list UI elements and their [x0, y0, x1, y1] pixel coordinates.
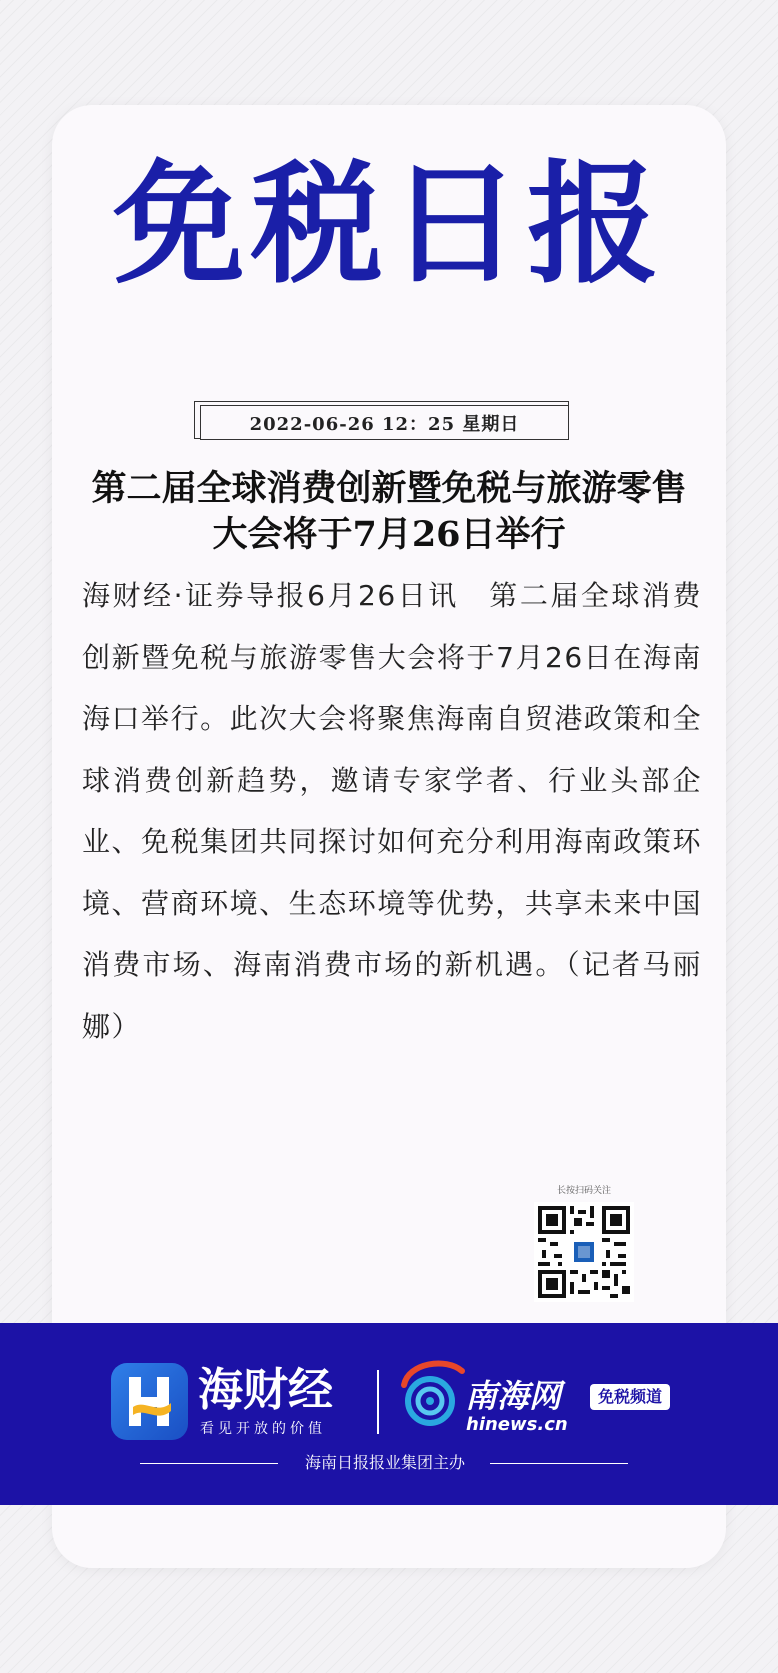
nanhai-name: 南海网 [465, 1377, 562, 1415]
headline-line-1: 第二届全球消费创新暨免税与旅游零售 [91, 468, 687, 509]
haicaijing-logo-icon [111, 1363, 188, 1440]
haicaijing-name: 海财经 [198, 1363, 334, 1416]
footer-divider-right [490, 1463, 628, 1464]
haicaijing-slogan: 看见开放的价值 [200, 1421, 326, 1437]
article-body: 海财经·证券导报6月26日讯 第二届全球消费创新暨免税与旅游零售大会将于7月26日在海南海口举行。此次大会将聚焦海南自贸港政策和全球消费创新趋势，邀请专家学者、行业头部企业、免税集团共同探讨如何充分利用海南政策环境、营商环境、生态环境等优势，共享未来中国消费市场、海南消费市场的新机遇。（记者马丽娜） [82, 579, 702, 1043]
nanhai-domain: hinews.cn [466, 1414, 568, 1435]
article-headline [40, 466, 738, 558]
footer-divider-left [140, 1463, 278, 1464]
organizer-text: 海南日报报业集团主办 [304, 1453, 465, 1472]
dateline: 2022-06-26 12：25 星期日 [200, 405, 569, 440]
qr-caption: 长按扫码关注 [556, 1186, 611, 1196]
masthead-title: 免税日报 [113, 147, 665, 302]
qr-code-icon[interactable] [534, 1202, 634, 1302]
logo-divider [377, 1370, 379, 1434]
headline-line-2: 大会将于7月26日举行 [212, 514, 566, 555]
nanhai-swirl-icon [396, 1355, 468, 1429]
channel-badge: 免税频道 [590, 1384, 670, 1410]
